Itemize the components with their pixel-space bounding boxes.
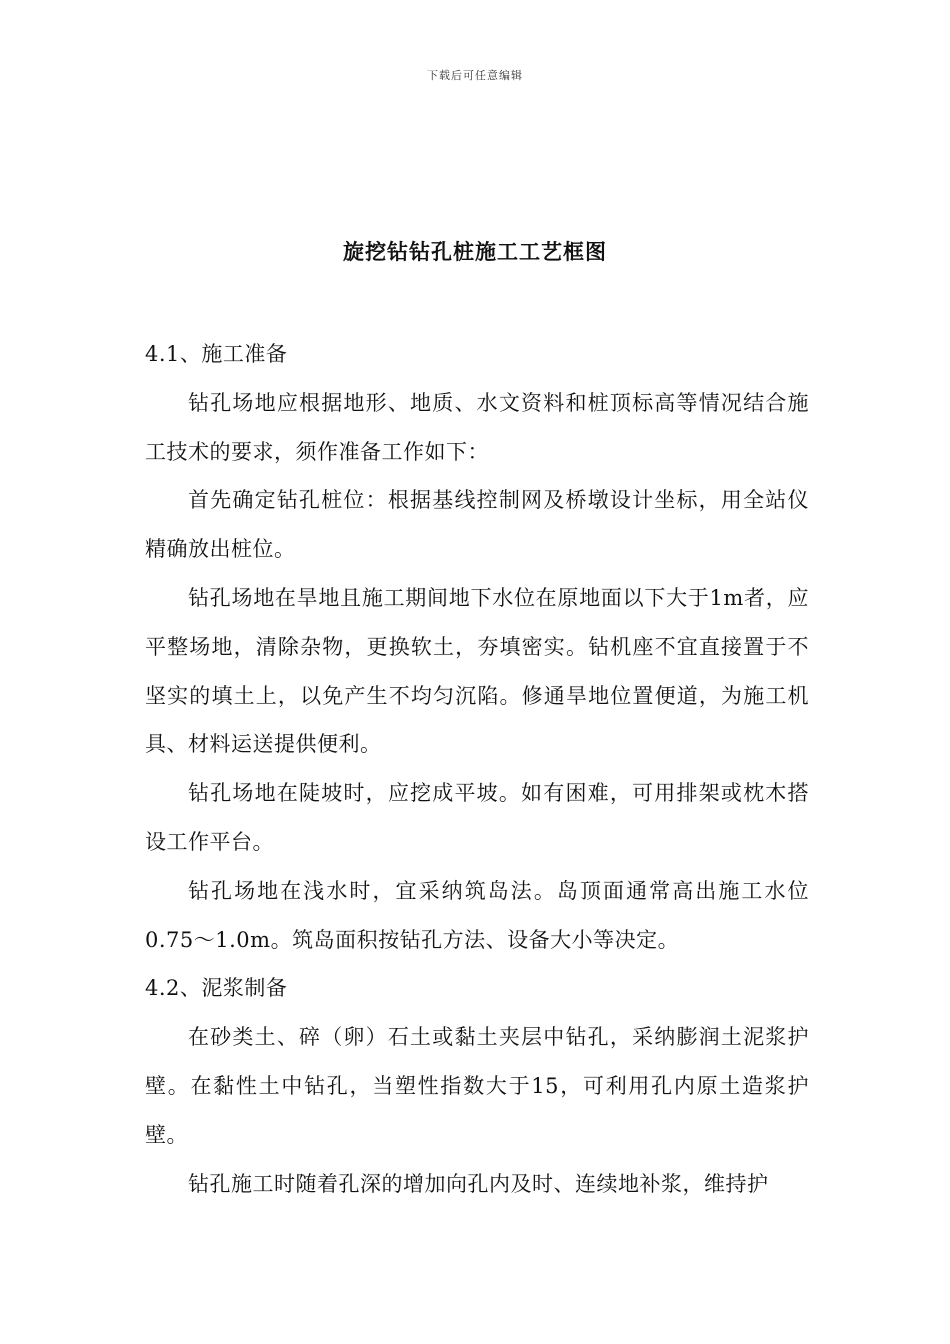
- header-note: 下载后可任意编辑: [427, 69, 523, 82]
- section-heading: 4.2、泥浆制备: [145, 976, 288, 1001]
- paragraph: 钻孔场地在浅水时，宜采纳筑岛法。岛顶面通常高出施工水位0.75～1.0m。筑岛面积按钻孔方法、设备大小等决定。: [145, 878, 809, 952]
- section-heading: 4.1、施工准备: [145, 342, 288, 366]
- paragraph: 钻孔场地应根据地形、地质、水文资料和桩顶标高等情况结合施工技术的要求，须作准备工作如下：: [145, 390, 809, 464]
- document-title: 旋挖钻钻孔桩施工工艺框图: [343, 239, 607, 264]
- paragraph: 钻孔场地在旱地且施工期间地下水位在原地面以下大于1m者，应平整场地，清除杂物，更换软土，夯填密实。钻机座不宜直接置于不坚实的填土上，以免产生不均匀沉陷。修通旱地位置便道，为施工机具、材料运送提供便利。: [145, 585, 809, 757]
- paragraph: 在砂类土、碎（卵）石土或黏土夹层中钻孔，采纳膨润土泥浆护壁。在黏性土中钻孔，当塑性指数大于15，可利用孔内原土造浆护壁。: [145, 1025, 809, 1147]
- paragraph: 首先确定钻孔桩位：根据基线控制网及桥墩设计坐标，用全站仪精确放出桩位。: [145, 488, 809, 562]
- document-body: [145, 330, 809, 1208]
- paragraph: 钻孔场地在陡坡时，应挖成平坡。如有困难，可用排架或枕木搭设工作平台。: [145, 781, 809, 854]
- paragraph: 钻孔施工时随着孔深的增加向孔内及时、连续地补浆，维持护: [188, 1171, 769, 1196]
